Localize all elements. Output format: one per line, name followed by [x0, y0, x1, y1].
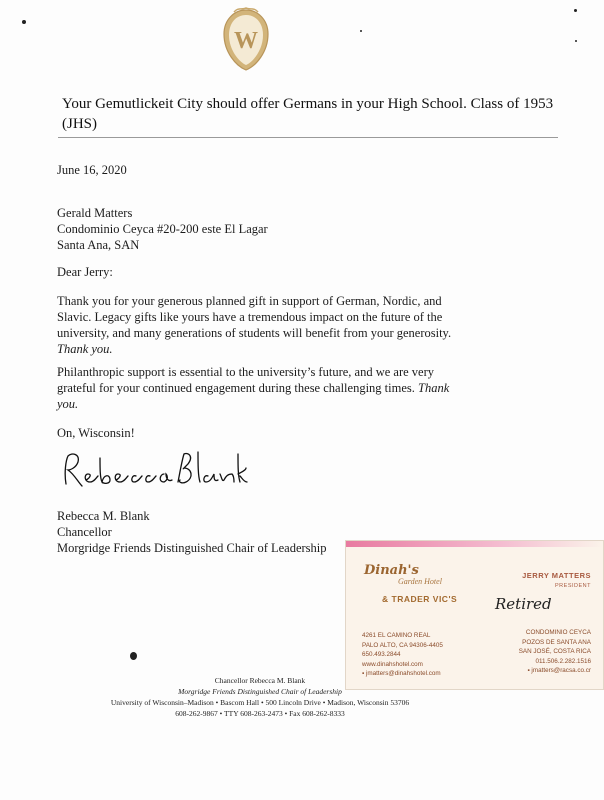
card-line: PALO ALTO, CA 94306-4405	[362, 641, 443, 649]
card-line: www.dinahshotel.com	[362, 660, 423, 668]
card-home-contact	[519, 628, 591, 676]
letter-date: June 16, 2020	[57, 163, 127, 177]
business-card	[345, 540, 604, 690]
card-name: JERRY MATTERS	[522, 571, 591, 580]
recipient-address-line: Condominio Ceyca #20-200 este El Lagar	[57, 222, 268, 236]
footer-name: Chancellor Rebecca M. Blank	[214, 676, 306, 685]
card-line: 4261 EL CAMINO REAL	[362, 632, 431, 639]
card-line: ▪ jmatters@racsa.co.cr	[527, 667, 591, 674]
card-line: 011.506.2.282.1516	[535, 657, 591, 665]
footer-chair: Morgridge Friends Distinguished Chair of Leadership	[178, 687, 342, 696]
paragraph-text: Thank you for your generous planned gift in support of German, Nordic, and Slavic. Legacy gifts like yours have a tremendous impact on the future of the university, and many generations of students will benefit from your generosity.	[57, 294, 452, 340]
signer-name: Rebecca M. Blank	[57, 509, 150, 523]
signer-chair: Morgridge Friends Distinguished Chair of Leadership	[57, 541, 327, 555]
scan-speck	[22, 20, 26, 24]
scan-speck	[360, 30, 362, 32]
card-line: POZOS DE SANTA ANA	[522, 638, 591, 646]
letter-paragraph	[57, 364, 457, 412]
card-title: PRESIDENT	[555, 583, 591, 589]
letter-paragraph	[57, 293, 457, 357]
footer-address: University of Wisconsin–Madison • Bascom Hall • 500 Lincoln Drive • Madison, Wisconsin 53706	[110, 698, 410, 707]
scan-speck	[574, 9, 577, 12]
signature-block	[57, 508, 327, 556]
card-line: SAN JOSÉ, COSTA RICA	[518, 648, 591, 655]
scan-speck	[130, 652, 137, 660]
card-handwritten-text: Retired	[495, 595, 552, 613]
card-line: ▪ jmatters@dinahshotel.com	[362, 670, 441, 677]
card-handwritten-note	[481, 589, 591, 619]
thank-you-text: Thank you.	[57, 381, 450, 411]
salutation: Dear Jerry:	[57, 265, 113, 279]
card-hotel-contact	[362, 631, 443, 679]
recipient-name: Gerald Matters	[57, 206, 133, 220]
card-brand: Dinah's	[364, 563, 419, 578]
letter-closing: On, Wisconsin!	[57, 426, 135, 440]
university-crest-icon	[220, 6, 272, 74]
crest-letter: W	[234, 28, 258, 54]
paragraph-text: Philanthropic support is essential to the university’s future, and we are very grateful for your continued engagement during these challenging times.	[57, 365, 434, 395]
recipient-address-line: Santa Ana, SAN	[57, 238, 140, 252]
footer-phones: 608-262-9867 • TTY 608-263-2473 • Fax 608-262-8333	[175, 709, 345, 718]
thank-you-text: Thank you.	[57, 342, 113, 356]
scan-speck	[575, 40, 577, 42]
signer-title: Chancellor	[57, 525, 112, 539]
card-brand-sub: Garden Hotel	[398, 577, 442, 586]
card-accent-bar	[346, 541, 603, 547]
card-restaurant: & TRADER VIC'S	[382, 594, 458, 604]
card-line: 650.493.2844	[362, 651, 401, 658]
recipient-address	[57, 205, 268, 253]
card-line: CONDOMINIO CEYCA	[525, 629, 591, 636]
handwritten-signature	[58, 444, 248, 496]
divider	[58, 137, 558, 138]
handwritten-note: Your Gemutlickeit City should offer Germans in your High School. Class of 1953 (JHS)	[62, 96, 554, 132]
